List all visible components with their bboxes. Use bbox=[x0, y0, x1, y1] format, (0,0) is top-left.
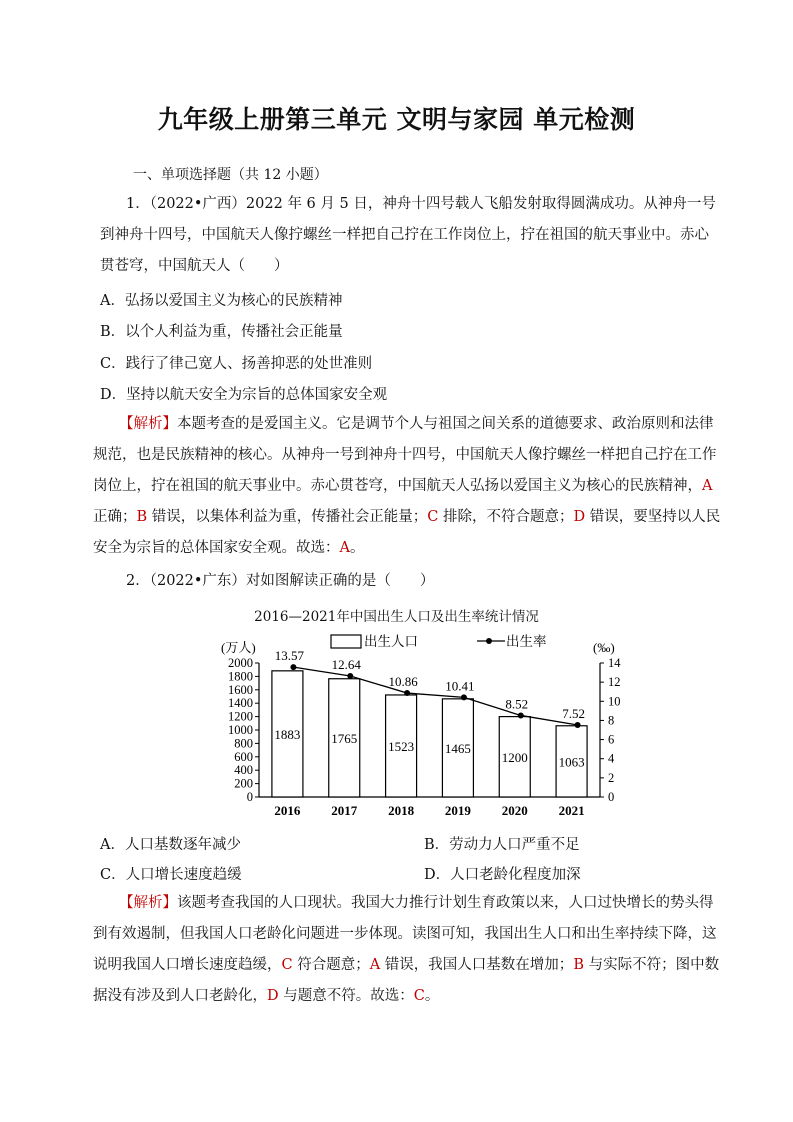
left-tick-label: 1000 bbox=[228, 723, 253, 737]
legend-bar-label: 出生人口 bbox=[364, 634, 418, 649]
rate-value-label: 13.57 bbox=[274, 648, 305, 664]
q2-option-b: B．劳动力人口严重不足 bbox=[424, 837, 580, 853]
x-tick-label: 2021 bbox=[558, 803, 585, 818]
rate-value-label: 12.64 bbox=[331, 657, 361, 673]
bar-value-label: 1883 bbox=[274, 726, 301, 742]
rate-value-label: 10.86 bbox=[388, 674, 418, 690]
right-tick-label: 12 bbox=[608, 675, 621, 690]
rate-point bbox=[404, 690, 410, 696]
right-tick-label: 4 bbox=[608, 751, 615, 766]
bar-value-label: 1765 bbox=[331, 730, 358, 746]
birth-chart bbox=[215, 630, 635, 820]
rate-point bbox=[461, 694, 467, 700]
left-tick-label: 800 bbox=[234, 736, 253, 751]
left-tick-label: 1400 bbox=[228, 696, 253, 711]
x-tick-label: 2019 bbox=[444, 803, 471, 818]
bar-value-label: 1523 bbox=[388, 738, 415, 754]
q1-option-b: B．以个人利益为重，传播社会正能量 bbox=[100, 324, 343, 340]
left-tick-label: 2000 bbox=[228, 656, 253, 670]
legend-line-label: 出生率 bbox=[506, 634, 547, 649]
q1-analysis: 【解析】本题考查的是爱国主义。它是调节个人与祖国之间关系的道德要求、政治原则和法律规范，也是民族精神的核心。从神舟一号到神舟十四号，中国航天人像拧螺丝一样把自己拧在工作岗位上，拧在祖国的航天事业中。赤心贯苍穹，中国航天人弘扬以爱国主义为核心的民族精神，A 正确；B 错误，以集体利益为重，传播社会正能量；C 排除，不符合题意；D 错误，要坚持以人民安全为宗旨的总体国家安全观。故选：A。 bbox=[93, 416, 721, 556]
right-axis-unit: (‰) bbox=[593, 640, 615, 655]
x-tick-label: 2016 bbox=[274, 803, 301, 818]
bar-value-label: 1063 bbox=[558, 754, 585, 770]
x-tick-label: 2018 bbox=[388, 803, 415, 818]
right-tick-label: 2 bbox=[608, 770, 615, 785]
bar-value-label: 1465 bbox=[444, 740, 471, 756]
q1-option-c: C．践行了律己宽人、扬善抑恶的处世准则 bbox=[100, 356, 373, 372]
right-tick-label: 0 bbox=[608, 790, 615, 804]
rate-point bbox=[518, 712, 524, 718]
left-tick-label: 200 bbox=[234, 776, 253, 791]
rate-value-label: 10.41 bbox=[445, 678, 475, 694]
left-tick-label: 1800 bbox=[228, 669, 253, 684]
left-tick-label: 0 bbox=[246, 790, 253, 804]
rate-point bbox=[347, 673, 353, 679]
bar-value-label: 1200 bbox=[501, 749, 528, 765]
x-tick-label: 2017 bbox=[331, 803, 358, 818]
left-axis-unit: (万人) bbox=[221, 640, 256, 655]
rate-point bbox=[575, 722, 581, 728]
rate-value-label: 7.52 bbox=[562, 706, 585, 722]
q2-option-a: A．人口基数逐年减少 bbox=[100, 837, 241, 853]
q2-option-d: D．人口老龄化程度加深 bbox=[424, 867, 581, 883]
left-tick-label: 1200 bbox=[228, 709, 253, 724]
q1-option-a: A．弘扬以爱国主义为核心的民族精神 bbox=[100, 293, 343, 309]
analysis-tag: 【解析】 bbox=[119, 895, 177, 911]
question-1-stem: 1．（2022•广西）2022 年 6 月 5 日，神舟十四号载人飞船发射取得圆满成功。从神舟一号到神舟十四号，中国航天人像拧螺丝一样把自己拧在工作岗位上，拧在祖国的航天事业中。赤心贯苍穹，中国航天人（ ） bbox=[100, 196, 716, 274]
rate-point bbox=[290, 664, 296, 670]
right-tick-label: 6 bbox=[608, 732, 615, 747]
left-tick-label: 600 bbox=[234, 749, 253, 764]
x-tick-label: 2020 bbox=[501, 803, 528, 818]
rate-value-label: 8.52 bbox=[505, 696, 529, 712]
q2-option-c: C．人口增长速度趋缓 bbox=[100, 867, 242, 883]
analysis-tag: 【解析】 bbox=[119, 416, 177, 432]
right-tick-label: 8 bbox=[608, 713, 615, 728]
section-heading: 一、单项选择题（共 12 小题） bbox=[133, 167, 328, 183]
legend-line-marker bbox=[486, 638, 492, 644]
q1-option-d: D．坚持以航天安全为宗旨的总体国家安全观 bbox=[100, 387, 388, 403]
left-tick-label: 400 bbox=[234, 763, 253, 778]
right-tick-label: 10 bbox=[608, 694, 621, 709]
document-title: 九年级上册第三单元 文明与家园 单元检测 bbox=[157, 105, 636, 134]
legend-bar-swatch bbox=[331, 635, 361, 648]
question-2-stem: 2．（2022•广东）对如图解读正确的是（ ） bbox=[126, 573, 435, 589]
left-tick-label: 1600 bbox=[228, 682, 253, 697]
right-tick-label: 14 bbox=[608, 656, 621, 670]
chart-title: 2016—2021年中国出生人口及出生率统计情况 bbox=[254, 609, 539, 625]
q2-analysis: 【解析】该题考查我国的人口现状。我国大力推行计划生育政策以来，人口过快增长的势头得到有效遏制，但我国人口老龄化问题进一步体现。读图可知，我国出生人口和出生率持续下降，这说明我国人口增长速度趋缓，C 符合题意；A 错误，我国人口基数在增加；B 与实际不符；图中数据没有涉及到人口老龄化，D 与题意不符。故选：C。 bbox=[93, 895, 720, 1004]
